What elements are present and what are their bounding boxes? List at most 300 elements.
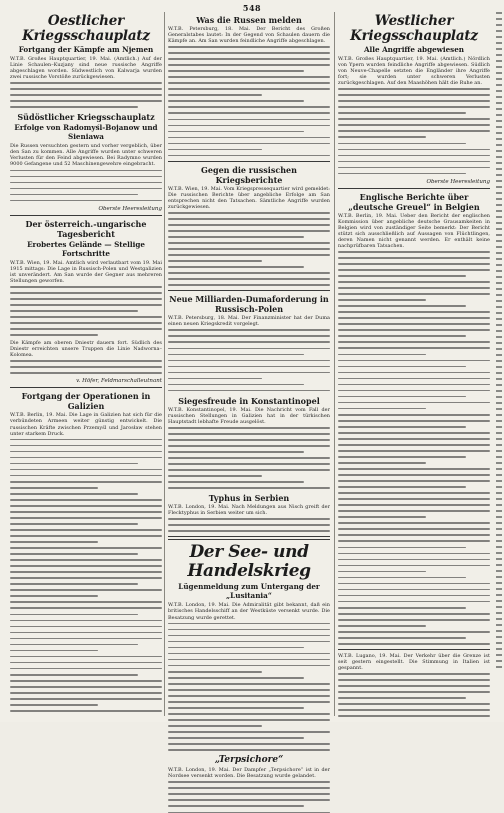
text-line [10,632,162,634]
text-line [10,469,162,471]
text-line [338,354,426,356]
text-line [338,631,490,633]
text-line [168,76,330,78]
text-line [338,547,466,549]
article-paragraph: Die Kämpfe am oberen Dniestr dauern fort. Südlich des Dniestr erreichten unsere Truppen die Linie Nadworna–Kolomea. [10,340,162,359]
text-line [338,414,490,416]
text-line [496,630,502,632]
text-line [338,402,490,404]
text-line [496,450,502,452]
text-line [496,360,502,362]
text-line [168,725,262,727]
article-text-block [10,439,162,712]
section-subtitle: Alle Angriffe abgewiesen [363,45,465,54]
text-line [496,456,502,458]
text-line [338,173,466,175]
text-line [338,444,490,446]
article-text-block [338,673,490,717]
text-line [338,106,490,108]
text-line [338,450,490,452]
divider [338,649,490,650]
text-line [496,162,502,164]
text-line [338,673,490,675]
text-line [496,624,502,626]
text-line [10,638,162,640]
text-line [10,170,162,172]
text-line [496,264,502,266]
text-line [10,650,98,652]
text-line [338,155,490,157]
text-line [338,462,426,464]
text-line [338,408,426,410]
article-heading: Typhus in Serbien [208,493,290,504]
text-line [10,94,162,96]
text-line [338,269,490,271]
text-line [496,402,502,404]
text-line [338,619,490,621]
text-line [496,606,502,608]
right-column [338,12,490,718]
text-line [338,679,490,681]
text-line [496,60,502,62]
text-line [496,348,502,350]
text-line [168,701,330,703]
text-line [338,366,466,368]
text-line [10,620,162,622]
text-line [338,149,490,151]
text-line [496,504,502,506]
text-line [496,474,502,476]
text-line [496,564,502,566]
text-line [168,260,262,262]
text-line [338,492,490,494]
text-line [10,662,162,664]
text-line [496,156,502,158]
text-line [496,570,502,572]
text-line [168,737,304,739]
text-line [496,660,502,662]
text-line [496,216,502,218]
text-line [496,204,502,206]
text-line [496,228,502,230]
text-line [168,647,304,649]
text-line [496,378,502,380]
text-line [338,118,490,120]
text-line [338,613,490,615]
text-line [496,426,502,428]
divider [338,188,490,189]
text-line [168,212,330,214]
article-heading: Siegesfreude in Konstantinopel [178,395,320,406]
text-line [168,272,330,274]
text-line [168,52,330,54]
article-paragraph: W.T.B. Wien, 19. Mai. Amtlich wird verlautbart vom 19. Mai 1915 mittags: Die Lage in Russisch-Polen und Westgalizien ist unverändert. Am San wurde der Gegner aus mehreren Stellungen geworfen. [10,259,162,284]
text-line [338,474,490,476]
text-line [496,336,502,338]
text-line [496,66,502,68]
text-line [10,511,162,513]
article-text-block [10,360,162,374]
text-line [496,138,502,140]
text-line [496,48,502,50]
text-line [496,342,502,344]
text-line [10,182,162,184]
text-line [168,143,330,145]
article-text-block [168,518,330,532]
text-line [496,126,502,128]
text-line [338,691,490,693]
text-line [168,749,330,751]
text-line [338,595,490,597]
text-line [168,445,330,447]
text-line [496,438,502,440]
text-line [338,685,490,687]
text-line [496,18,502,20]
text-line [496,636,502,638]
text-line [168,384,304,386]
article-text-block [10,170,162,202]
text-line [10,692,162,694]
text-line [338,553,490,555]
text-line [168,58,330,60]
article-text-block [168,427,330,489]
text-line [10,704,98,706]
text-line [496,540,502,542]
text-line [496,546,502,548]
text-line [496,654,502,656]
text-line [338,130,490,132]
text-line [496,120,502,122]
text-line [168,64,330,66]
text-line [496,78,502,80]
text-line [496,420,502,422]
left-column [10,12,162,716]
text-line [168,427,330,429]
text-line [338,88,490,90]
text-line [168,360,330,362]
article-paragraph: W.T.B. Berlin, 19. Mai. Ueber den Bericht der englischen Kommission über angebliche deutsche Grausamkeiten in Belgien wird von zuständiger Seite bemerkt: Der Bericht stützt sich ausschließlich auf Aussagen von Flüchtlingen, deren Namen nicht genannt werden. Er enthält keine nachprüfbaren Tatsachen. [338,212,490,249]
text-line [338,504,490,506]
text-line [10,668,162,670]
text-line [168,671,262,673]
text-line [10,565,162,567]
divider [168,161,330,162]
text-line [338,317,490,319]
text-line [10,366,162,368]
text-line [496,516,502,518]
text-line [10,316,162,318]
text-line [168,713,330,715]
text-line [338,643,490,645]
text-line [168,475,262,477]
text-line [338,571,426,573]
text-line [10,304,162,306]
text-line [338,709,490,711]
text-line [338,136,426,138]
text-line [168,390,330,392]
text-line [496,480,502,482]
text-line [168,518,330,520]
text-line [338,522,490,524]
article-heading: „Terpsichore“ [214,755,284,766]
text-line [338,251,490,253]
text-line [10,601,162,603]
signature: Oberste Heeresleitung [98,205,162,212]
text-line [496,114,502,116]
text-line [496,102,502,104]
text-line [168,341,330,343]
text-line [168,119,330,121]
text-line [338,516,426,518]
article-paragraph: W.T.B. London, 19. Mai. Die Admiralität gibt bekannt, daß ein britisches Handelsschiff an der Westküste versenkt wurde. Die Besatzung wurde gerettet. [168,602,330,621]
signature: Oberste Heeresleitung [426,178,490,185]
text-line [338,559,490,561]
text-line [496,72,502,74]
text-line [496,180,502,182]
text-line [338,420,490,422]
text-line [496,288,502,290]
text-line [338,589,490,591]
text-line [496,408,502,410]
text-line [338,540,490,542]
text-line [338,577,466,579]
text-line [168,88,330,90]
text-line [496,36,502,38]
text-line [496,498,502,500]
text-line [168,70,304,72]
text-line [338,293,490,295]
text-line [496,600,502,602]
text-line [496,612,502,614]
text-line [168,469,330,471]
text-line [338,112,466,114]
text-line [168,348,330,350]
text-line [10,451,162,453]
text-line [338,287,490,289]
article-paragraph: W.T.B. Großes Hauptquartier, 19. Mai. (Amtlich.) Auf der Linie Schaulen–Kuzjany sind neue russische Angriffe abgeschlagen worden. Südwestlich von Kalwarja wurden zwei russische Vorstöße zurückgewiesen. [10,56,162,81]
text-line [338,311,490,313]
text-line [338,263,490,265]
text-line [168,218,330,220]
signature: v. Höfer, Feldmarschalleutnant [76,378,162,385]
text-line [338,498,490,500]
text-line [10,535,162,537]
text-line [168,689,330,691]
article-text-block [168,623,330,751]
text-line [10,710,162,712]
text-line [168,487,330,489]
text-line [10,487,98,489]
text-line [496,534,502,536]
divider [168,290,330,291]
article-paragraph: Die Russen versuchten gestern und vorher vergeblich, über den San zu kommen. Alle Angriffe wurden unter schweren Verlusten für den Feind abgewiesen. Bei Radymno wurden 9000 Gefangene und 52 Maschinengewehre eingebracht. [10,143,162,168]
article-paragraph: W.T.B. Lugano, 19. Mai. Der Verkehr über die Grenze ist seit gestern eingestellt. Die Stimmung in Italien ist gespannt. [338,653,490,672]
article-paragraph: W.T.B. London, 19. Mai. Der Dampfer „Terpsichore“ ist in der Nordsee versenkt worden. Die Besatzung wurde gelandet. [168,767,330,780]
text-line [168,677,304,679]
text-line [496,414,502,416]
article-paragraph: W.T.B. Konstantinopel, 19. Mai. Die Nachricht vom Fall der russischen Stellungen in Galizien hat in der türkischen Hauptstadt lebhafte Freude ausgelöst. [168,406,330,425]
text-line [496,246,502,248]
text-line [338,161,490,163]
text-line [338,607,466,609]
text-line [496,372,502,374]
text-line [10,559,162,561]
article-text-block [168,46,330,156]
text-line [496,312,502,314]
text-line [496,144,502,146]
text-line [338,281,490,283]
text-line [168,224,330,226]
article-paragraph: W.T.B. Petersburg, 18. Mai. Der Bericht des Großen Generalstabes lautet: In der Gegend von Schaulen dauern die Kämpfe an. Am San wurden feindliche Angriffe abgeschlagen. [168,26,330,45]
text-line [168,137,330,139]
text-line [168,629,330,631]
text-line [496,108,502,110]
column-divider [334,12,335,716]
text-line [10,106,138,108]
text-line [338,456,466,458]
text-line [338,534,490,536]
text-line [496,186,502,188]
text-line [10,360,162,362]
text-line [10,529,162,531]
text-line [168,623,330,625]
text-line [168,787,330,789]
text-line [338,347,490,349]
text-line [168,335,330,337]
text-line [496,666,502,668]
text-line [10,82,162,84]
text-line [10,547,162,549]
text-line [496,444,502,446]
text-line [338,396,466,398]
text-line [10,698,162,700]
article-text-block [168,781,330,813]
text-line [168,125,330,127]
text-line [496,192,502,194]
text-line [168,481,304,483]
text-line [168,94,262,96]
text-line [496,24,502,26]
text-line [10,656,162,658]
text-line [168,695,330,697]
text-line [168,149,262,151]
text-line [496,252,502,254]
text-line [338,426,466,428]
text-line [10,286,162,288]
text-line [168,236,304,238]
text-line [338,715,490,717]
text-line [338,468,490,470]
text-line [496,558,502,560]
text-line [496,618,502,620]
text-line [168,530,330,532]
text-line [168,230,330,232]
text-line [168,112,330,114]
text-line [496,486,502,488]
text-line [168,82,330,84]
text-line [496,132,502,134]
text-line [168,451,304,453]
article-paragraph: W.T.B. Wien, 19. Mai. Vom Kriegspressequartier wird gemeldet: Die russischen Berichte über angebliche Erfolge am San entsprechen nicht den Tatsachen. Sämtliche Angriffe wurden zurückgewiesen. [168,185,330,210]
text-line [496,384,502,386]
text-line [168,683,330,685]
text-line [10,463,138,465]
text-line [10,595,98,597]
text-line [496,318,502,320]
text-line [496,234,502,236]
article-text-block [168,212,330,286]
text-line [338,341,490,343]
text-line [10,372,162,374]
text-line [168,433,330,435]
text-line [10,200,162,202]
text-line [10,481,162,483]
text-line [338,625,426,627]
text-line [10,644,138,646]
text-line [10,626,162,628]
article-paragraph: W.T.B. Petersburg, 18. Mai. Der Finanzminister hat der Duma einen neuen Kriegskredit vorgelegt. [168,315,330,328]
text-line [496,528,502,530]
text-line [496,174,502,176]
text-line [338,486,466,488]
article-subheading: Erfolge von Radomyśl-Bojanow und Sieniawa [14,123,158,142]
text-line [10,553,138,555]
text-line [338,143,466,145]
text-line [10,583,138,585]
article-text-block [338,88,490,174]
text-line [10,310,138,312]
text-line [338,703,490,705]
section-title-sea-trade-war: Der See- und Handelskrieg [187,542,311,582]
article-text-block [168,329,330,391]
text-line [10,439,162,441]
article-paragraph: W.T.B. Großes Hauptquartier, 19. Mai. (Amtlich.) Nördlich von Ypern wurden feindliche Angriffe abgewiesen. Südlich von Neuve-Chapelle setzten die Engländer ihre Angriffe fort; sie wurden unter schweren Verlusten zurückgeschlagen. Auf den Maashöhen hält die Ruhe an. [338,56,490,87]
article-text-block [10,286,162,336]
text-line [10,493,138,495]
text-line [168,457,330,459]
text-line [168,719,330,721]
text-line [168,242,330,244]
text-line [496,366,502,368]
text-line [168,106,330,108]
text-line [168,731,330,733]
text-line [10,445,162,447]
text-line [496,468,502,470]
text-line [168,248,330,250]
text-line [338,378,490,380]
article-heading: Neue Milliarden-Dumaforderung in Russisch-Polen [169,294,329,315]
text-line [168,743,330,745]
text-line [338,299,426,301]
text-line [10,328,162,330]
article-heading: Was die Russen melden [196,15,302,25]
text-line [10,322,162,324]
text-line [496,240,502,242]
section-title-west: Westlicher Kriegsschauplatz [350,13,478,44]
text-line [10,298,162,300]
middle-column [168,12,330,780]
text-line [10,292,162,294]
text-line [338,384,490,386]
text-line [338,637,466,639]
text-line [168,805,304,807]
text-line [338,329,490,331]
divider [10,387,162,388]
text-line [168,329,330,331]
text-line [10,607,162,609]
text-line [338,335,466,337]
text-line [168,278,330,280]
